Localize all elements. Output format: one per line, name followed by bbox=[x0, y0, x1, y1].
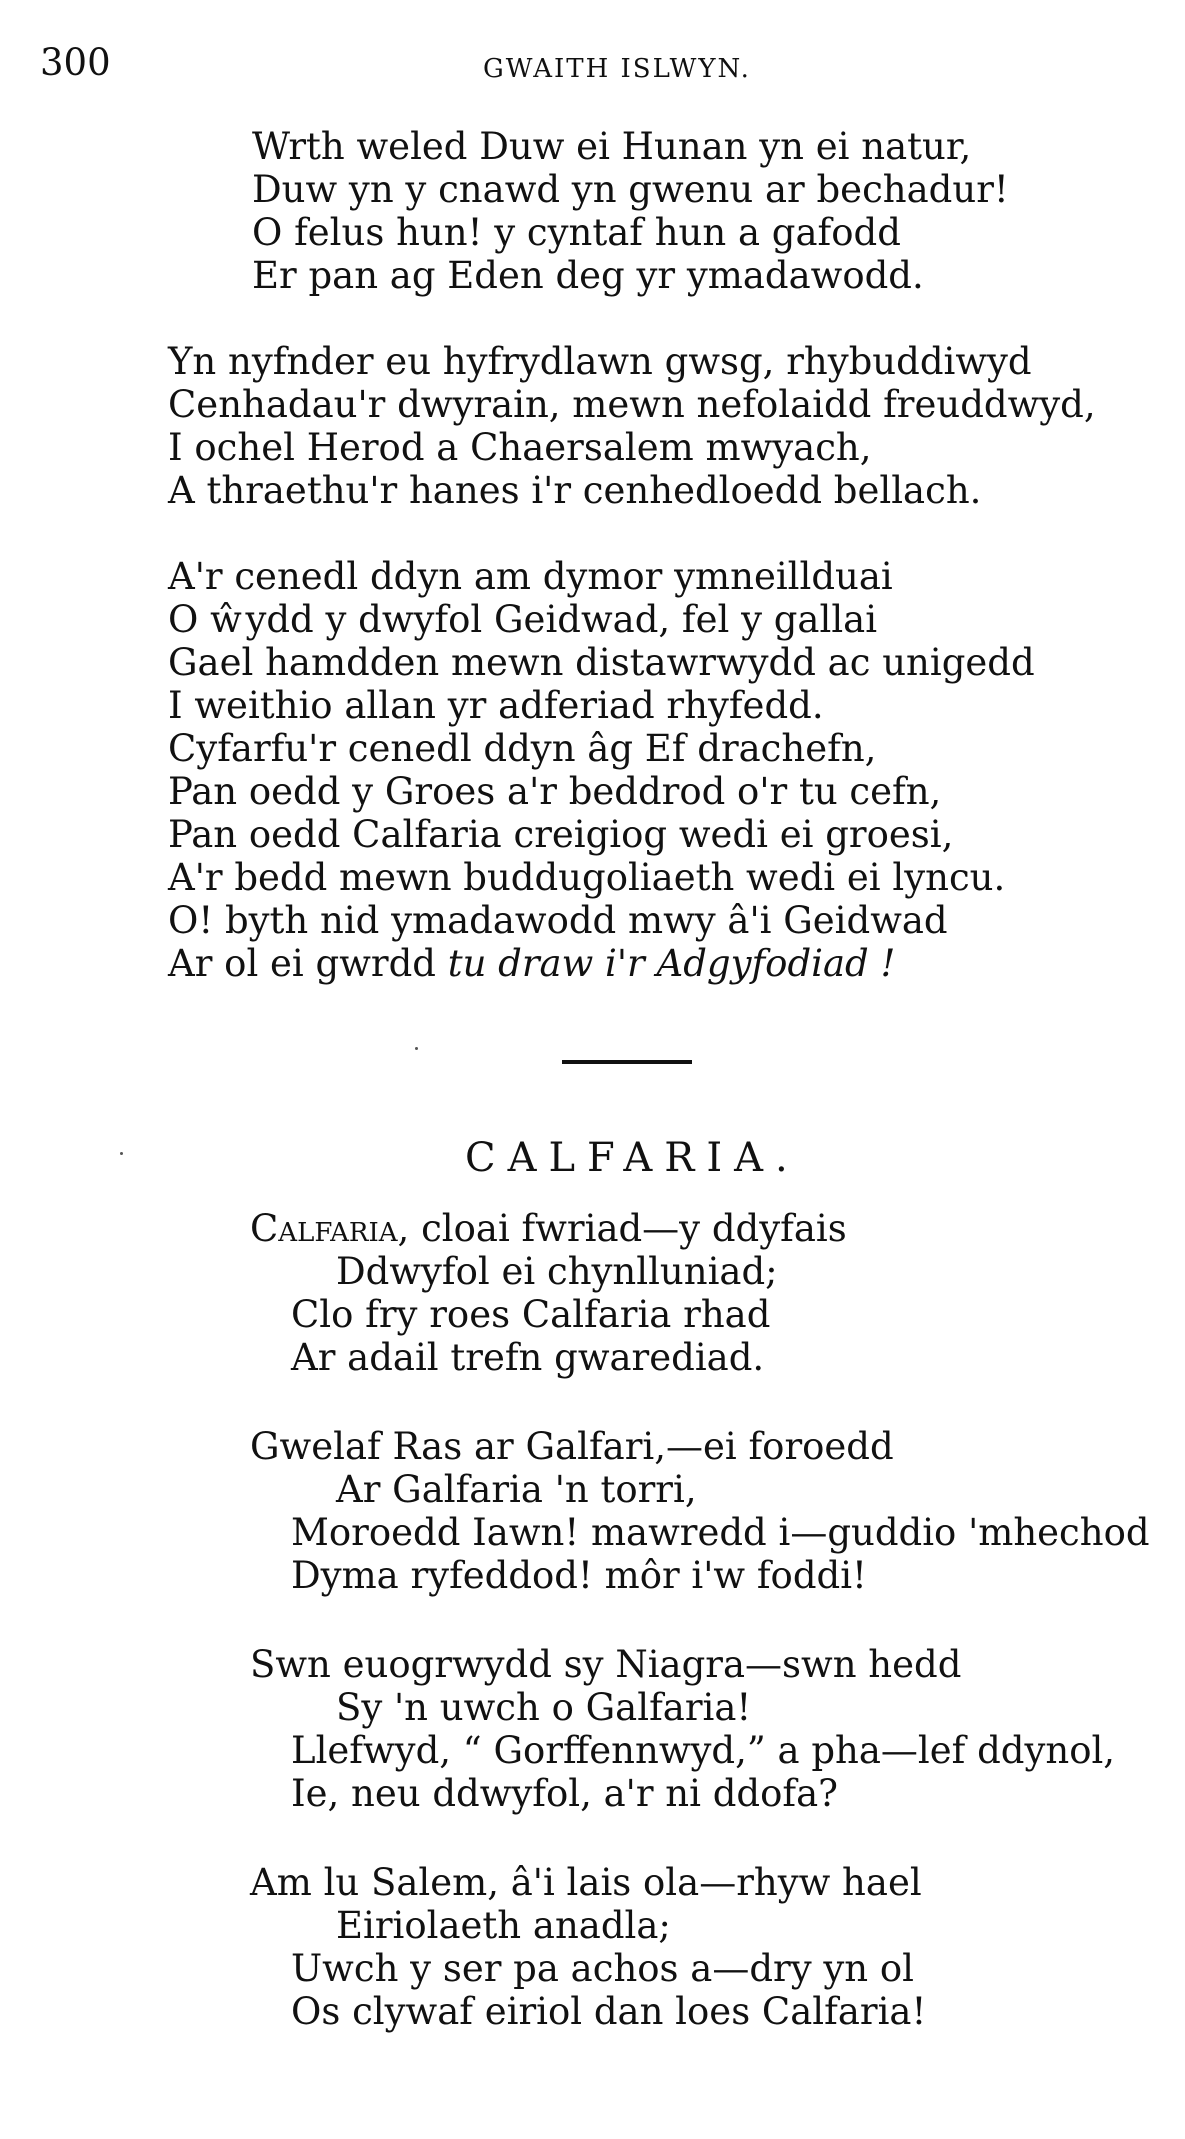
verse-line: I weithio allan yr adferiad rhyfedd. bbox=[168, 684, 824, 727]
verse-line: A'r bedd mewn buddugoliaeth wedi ei lyncu. bbox=[168, 856, 1006, 899]
first-word-smallcaps: Calfaria bbox=[250, 1207, 398, 1250]
verse-line: Swn euogrwydd sy Niagra—swn hedd bbox=[250, 1643, 962, 1686]
verse-line: Sy 'n uwch o Galfaria! bbox=[336, 1686, 752, 1729]
verse-line: Am lu Salem, â'i lais ola—rhyw hael bbox=[250, 1861, 922, 1904]
verse-line: Eiriolaeth anadla; bbox=[336, 1904, 671, 1947]
verse-line: Os clywaf eiriol dan loes Calfaria! bbox=[291, 1990, 927, 2033]
verse-line bbox=[250, 1207, 847, 1250]
verse-line: I ochel Herod a Chaersalem mwyach, bbox=[168, 426, 872, 469]
verse-line: Clo fry roes Calfaria rhad bbox=[291, 1293, 771, 1336]
poem-title: CALFARIA. bbox=[465, 1135, 800, 1181]
verse-line: Dyma ryfeddod! môr i'w foddi! bbox=[291, 1554, 867, 1597]
verse-line: O felus hun! y cyntaf hun a gafodd bbox=[252, 211, 901, 254]
verse-line: Cyfarfu'r cenedl ddyn âg Ef drachefn, bbox=[168, 727, 877, 770]
page-number: 300 bbox=[40, 41, 111, 84]
verse-line: Duw yn y cnawd yn gwenu ar bechadur! bbox=[252, 168, 1009, 211]
verse-line: A thraethu'r hanes i'r cenhedloedd bellach. bbox=[168, 469, 982, 512]
verse-line: Wrth weled Duw ei Hunan yn ei natur, bbox=[252, 125, 972, 168]
verse-line: Pan oedd y Groes a'r beddrod o'r tu cefn, bbox=[168, 770, 942, 813]
verse-line: O ŵydd y dwyfol Geidwad, fel y gallai bbox=[168, 598, 878, 641]
verse-line: Uwch y ser pa achos a—dry yn ol bbox=[291, 1947, 915, 1990]
verse-line-italic: tu draw i'r Adgyfodiad ! bbox=[447, 942, 896, 985]
verse-line: O! byth nid ymadawodd mwy â'i Geidwad bbox=[168, 899, 948, 942]
verse-line: Ar Galfaria 'n torri, bbox=[336, 1468, 697, 1511]
verse-line: Er pan ag Eden deg yr ymadawodd. bbox=[252, 254, 924, 297]
verse-line: A'r cenedl ddyn am dymor ymneillduai bbox=[168, 555, 893, 598]
verse-line bbox=[168, 942, 896, 985]
verse-line: Gwelaf Ras ar Galfari,—ei foroedd bbox=[250, 1425, 894, 1468]
verse-line: Cenhadau'r dwyrain, mewn nefolaidd freuddwyd, bbox=[168, 383, 1096, 426]
running-head: GWAITH ISLWYN. bbox=[483, 54, 751, 84]
verse-line: Yn nyfnder eu hyfrydlawn gwsg, rhybuddiwyd bbox=[168, 340, 1032, 383]
verse-line: Ie, neu ddwyfol, a'r ni ddofa? bbox=[291, 1772, 838, 1815]
verse-line: Ddwyfol ei chynlluniad; bbox=[336, 1250, 778, 1293]
speck bbox=[120, 1152, 123, 1155]
verse-line: Moroedd Iawn! mawredd i—guddio 'mhechod bbox=[291, 1511, 1150, 1554]
section-divider bbox=[562, 1060, 692, 1064]
verse-line-rest: , cloai fwriad—y ddyfais bbox=[397, 1207, 847, 1250]
verse-line: Pan oedd Calfaria creigiog wedi ei groesi, bbox=[168, 813, 954, 856]
verse-line: Llefwyd, “ Gorffennwyd,” a pha—lef ddynol, bbox=[291, 1729, 1116, 1772]
verse-line: Gael hamdden mewn distawrwydd ac unigedd bbox=[168, 641, 1035, 684]
verse-line-plain: Ar ol ei gwrdd bbox=[168, 942, 448, 985]
speck bbox=[415, 1047, 418, 1050]
verse-line: Ar adail trefn gwarediad. bbox=[291, 1336, 765, 1379]
